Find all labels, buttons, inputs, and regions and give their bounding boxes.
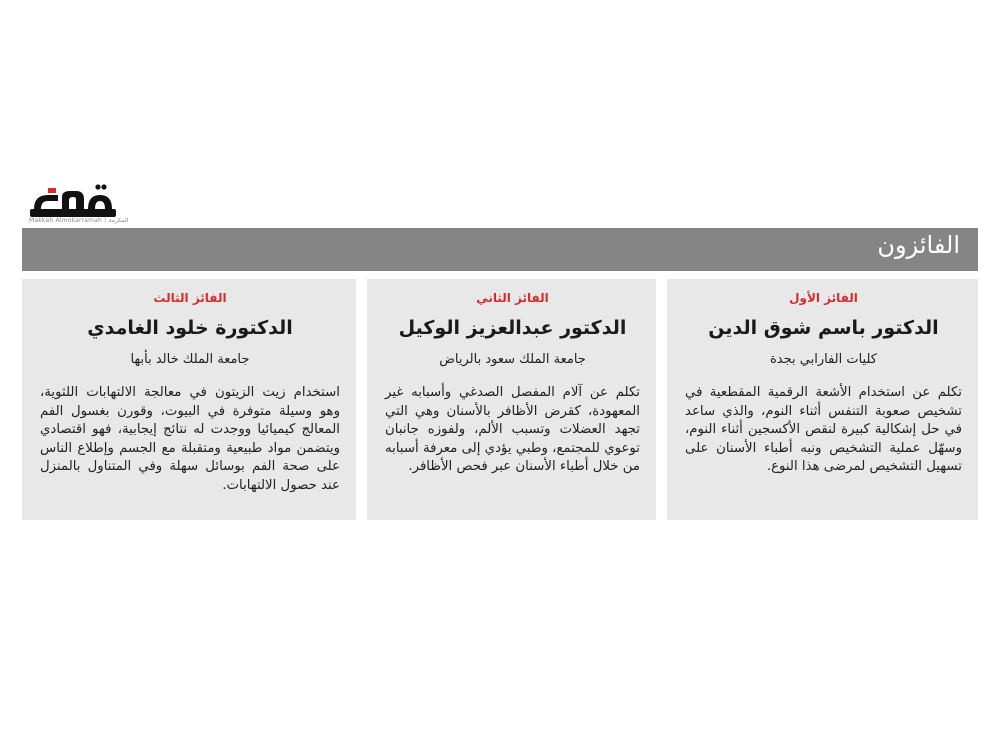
winner-description: استخدام زيت الزيتون في معالجة الالتهابات اللثوية، وهو وسيلة متوفرة في البيوت، وقورن بغسول الفم المعالج كيميائيا ووجدت له نتائج إيجابية، فهو اقتصادي ويتضمن مواد طبيعية ومتقبلة مع الجسم وإطلاع الناس على صحة الفم بوسائل سهلة وفي المتناول بالمنزل عند حصول الالتهابات. — [40, 385, 340, 493]
winner-rank: الفائز الثالث — [153, 291, 227, 305]
winner-card-first — [667, 279, 978, 520]
winner-description: تكلم عن آلام المفصل الصدغي وأسبابه غير المعهودة، كقرض الأظافر بالأسنان وهي التي تجهد العضلات وتسبب الألم، ولفوزه جانبان توعوي للمجتمع، وطبي يؤدي إلى معرفة أسبابه من خلال أطباء الأسنان عبر فحص الأظافر. — [385, 385, 640, 475]
winner-rank: الفائز الثاني — [476, 291, 549, 305]
winner-card-second — [367, 279, 656, 520]
winner-name: الدكتورة خلود الغامدي — [87, 317, 293, 339]
winner-institution: كليات الفارابي بجدة — [770, 352, 877, 367]
winner-name: الدكتور باسم شوق الدين — [708, 317, 939, 339]
section-header — [22, 228, 978, 271]
logo-tagline: Makkah Alm​okarramah | المكرمة — [29, 217, 129, 224]
winner-institution: جامعة الملك خالد بأبها — [130, 352, 250, 367]
winner-card-third — [22, 279, 356, 520]
winner-institution: جامعة الملك سعود بالرياض — [439, 352, 586, 367]
section-title: الفائزون — [877, 231, 960, 259]
winner-rank: الفائز الأول — [789, 291, 858, 305]
winner-name: الدكتور عبدالعزيز الوكيل — [398, 317, 627, 339]
winner-description: تكلم عن استخدام الأشعة الرقمية المقطعية في تشخيص صعوبة التنفس أثناء النوم، والذي ساعد في حل إشكالية كبيرة لنقص الأكسجين أثناء النوم، وسهّل عملية التشخيص ونبه أطباء الأسنان على تسهيل التشخيص لمرضى هذا النوع. — [685, 385, 962, 475]
